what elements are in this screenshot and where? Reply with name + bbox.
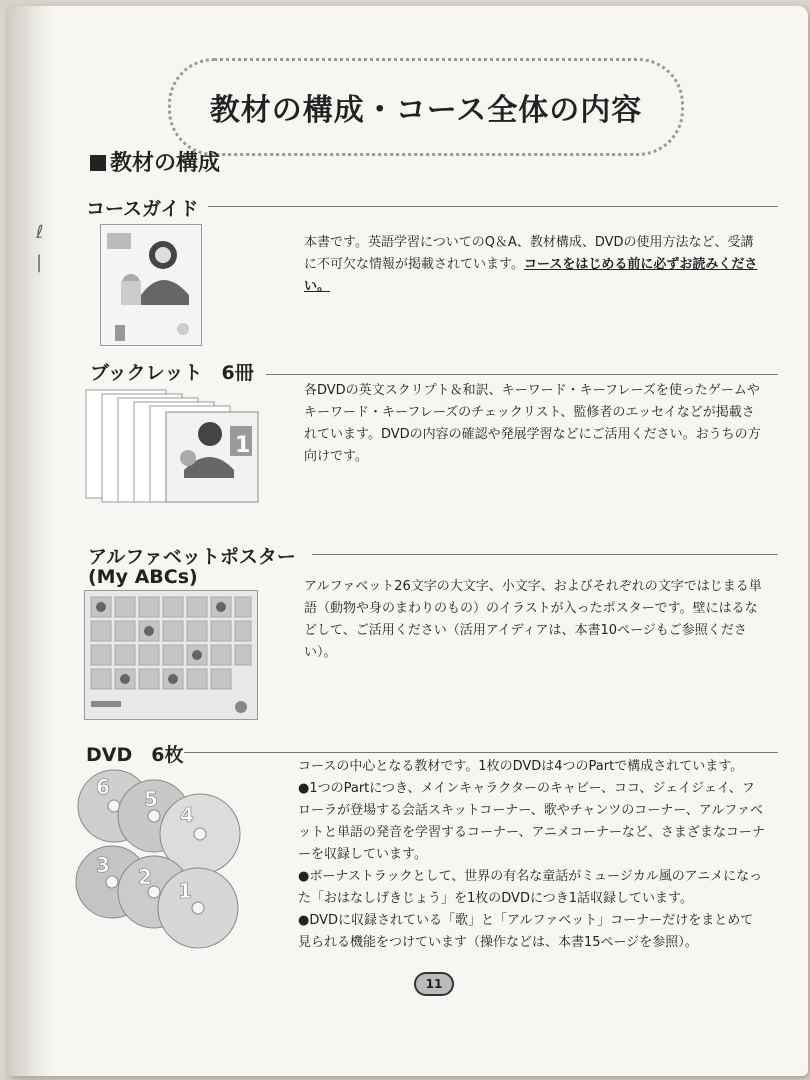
alphabet-poster-image (84, 590, 258, 720)
section-heading (90, 146, 220, 177)
booklet-heading: ブックレット 6冊 (90, 362, 254, 384)
dvd-description (298, 756, 766, 954)
poster-subheading: (My ABCs) (88, 566, 198, 588)
binding-mark: | (36, 252, 43, 273)
booklet-number: 1 (235, 433, 251, 458)
page-number: 11 (414, 972, 454, 996)
course-guide-desc-text: 本書です。英語学習についてのQ＆A、教材構成、DVDの使用方法など、受講に不可欠な情報が掲載されています。 (304, 235, 754, 272)
course-guide-heading: コースガイド (86, 198, 199, 220)
disc-number: 5 (144, 787, 158, 811)
course-guide-illustration (101, 225, 201, 345)
course-guide-desc-note: コースをはじめる前に必ずお読みください。 (304, 257, 758, 294)
disc-number: 4 (180, 803, 194, 827)
divider (184, 752, 778, 753)
divider (266, 374, 778, 375)
booklet-description: 各DVDの英文スクリプト＆和訳、キーワード・キーフレーズを使ったゲームやキーワード・キーフレーズのチェックリスト、監修者のエッセイなどが掲載されています。DVDの内容の確認や発展学習などにご活用ください。おうちの方向けです。 (304, 383, 761, 464)
booklet-stack-image (84, 386, 264, 506)
disc-number: 6 (96, 775, 110, 799)
disc-number: 1 (178, 879, 192, 903)
square-bullet-icon (90, 155, 106, 171)
dvd-discs-image (74, 764, 254, 954)
disc-number: 2 (138, 865, 152, 889)
booklet-stack-illustration (84, 386, 264, 506)
title-box (168, 58, 684, 156)
divider (208, 206, 778, 207)
dvd-desc-line: ●DVDに収録されている「歌」と「アルファベット」コーナーだけをまとめて見られる機能をつけています（操作などは、本書15ページを参照）。 (298, 913, 754, 950)
section-title: 教材の構成 (110, 151, 221, 176)
course-guide-description (304, 232, 762, 298)
dvd-desc-line: ●ボーナストラックとして、世界の有名な童話がミュージカル風のアニメになった「おはなしげきじょう」を1枚のDVDにつき1話収録しています。 (298, 869, 763, 906)
document-page (8, 6, 808, 1076)
page-spine (8, 6, 54, 1076)
dvd-heading: DVD 6枚 (86, 744, 184, 766)
dvd-desc-line: ●1つのPartにつき、メインキャラクターのキャビー、ココ、ジェイジェイ、フローラが登場する会話スキットコーナー、歌やチャンツのコーナー、アルファベットと単語の発音を学習するコーナー、アニメコーナーなど、さまざまなコーナーを収録しています。 (298, 781, 765, 862)
divider (312, 554, 778, 555)
binding-mark: ℓ (36, 222, 44, 243)
course-guide-cover-image (100, 224, 202, 346)
dvd-desc-line: コースの中心となる教材です。1枚のDVDは4つのPartで構成されています。 (298, 759, 744, 774)
poster-heading: アルファベットポスター (88, 546, 296, 568)
dvd-discs-illustration (74, 764, 254, 954)
page-title: 教材の構成・コース全体の内容 (209, 93, 643, 128)
alphabet-poster-illustration (85, 591, 257, 719)
poster-description: アルファベット26文字の大文字、小文字、およびそれぞれの文字ではじまる単語（動物や身のまわりのもの）のイラストが入ったポスターです。壁にはるなどして、ご活用ください（活用アイディアは、本書10ページもご参照ください）。 (304, 579, 762, 660)
disc-number: 3 (96, 853, 110, 877)
